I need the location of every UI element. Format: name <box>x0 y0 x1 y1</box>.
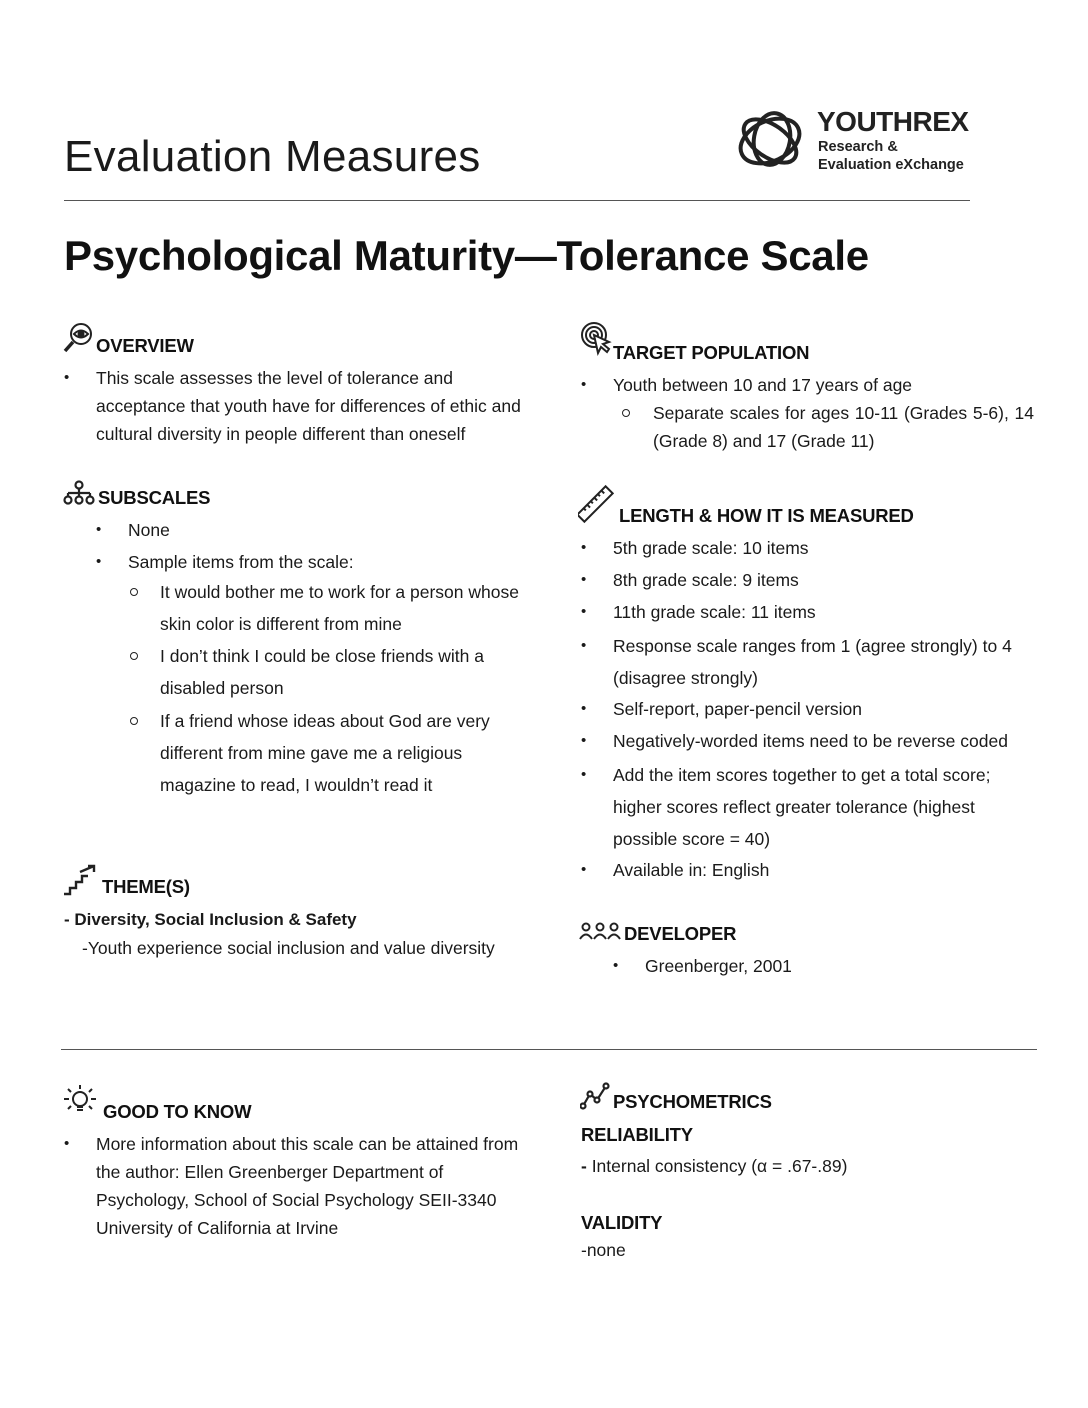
sample-item-text: I don’t think I could be close friends with a disabled person <box>160 646 484 698</box>
length-item-text: 5th grade scale: 10 items <box>613 538 809 558</box>
header-divider <box>64 200 970 201</box>
target-population-heading: TARGET POPULATION <box>613 342 810 363</box>
length-item-text: 11th grade scale: 11 items <box>613 602 816 622</box>
bullet: • <box>581 861 587 878</box>
sub-bullet <box>622 409 630 417</box>
sample-item-text: It would bother me to work for a person whose skin color is different from mine <box>160 582 519 634</box>
people-group-icon <box>579 922 621 942</box>
sub-bullet <box>130 652 138 660</box>
bullet: • <box>581 571 587 588</box>
length-item-text: Self-report, paper-pencil version <box>613 699 863 719</box>
developer-heading: DEVELOPER <box>624 923 737 944</box>
reliability-value <box>581 1152 847 1180</box>
subscales-heading: SUBSCALES <box>98 487 211 508</box>
sub-bullet <box>130 717 138 725</box>
validity-label: VALIDITY <box>581 1212 663 1233</box>
logo-name: YOUTHREX <box>817 106 969 137</box>
sub-bullet <box>130 588 138 596</box>
theme-sub: -Youth experience social inclusion and value diversity <box>82 938 495 958</box>
bullet: • <box>613 957 619 974</box>
reliability-text: Internal consistency (α = .67-.89) <box>586 1156 848 1176</box>
orbit-logo-icon <box>735 106 805 176</box>
bullet: • <box>581 766 587 783</box>
bullet: • <box>581 732 587 749</box>
developer-item-text: Greenberger, 2001 <box>645 956 792 976</box>
bullet: • <box>64 369 70 386</box>
bullet: • <box>581 637 587 654</box>
page-title: Psychological Maturity—Tolerance Scale <box>64 232 869 279</box>
overview-heading: OVERVIEW <box>96 335 194 356</box>
hierarchy-icon <box>62 480 96 506</box>
magnifier-eye-icon <box>62 322 94 354</box>
bullet: • <box>581 539 587 556</box>
good-to-know-item-text: More information about this scale can be attained from the author: Ellen Greenberger Department of Psychology, School of Social Psychology SEII-3340 University of California at Irvine <box>96 1134 519 1238</box>
subscales-item-text: Sample items from the scale: <box>128 552 354 572</box>
logo-subtitle-line1: Research & <box>818 139 898 155</box>
validity-value: -none <box>581 1240 626 1260</box>
overview-item-text: This scale assesses the level of tolerance and acceptance that youth have for differences of ethic and cultural diversity in people different than oneself <box>96 368 521 444</box>
target-cursor-icon <box>580 321 612 357</box>
bullet: • <box>64 1135 70 1152</box>
themes-heading: THEME(S) <box>102 876 190 897</box>
reliability-dash: - <box>581 1156 587 1176</box>
ruler-icon <box>578 484 614 524</box>
section-divider <box>61 1049 1037 1050</box>
stairs-arrow-icon <box>62 864 98 896</box>
length-item-text: Add the item scores together to get a total score; higher scores reflect greater tolerance (highest possible score = 40) <box>613 765 991 849</box>
reliability-label: RELIABILITY <box>581 1124 693 1145</box>
bullet: • <box>581 376 587 393</box>
length-item-text: Response scale ranges from 1 (agree strongly) to 4 (disagree strongly) <box>613 636 1012 688</box>
bullet: • <box>581 603 587 620</box>
target-population-sub-item-text: Separate scales for ages 10-11 (Grades 5-6), 14 (Grade 8) and 17 (Grade 11) <box>653 403 1034 451</box>
logo-subtitle-line2: Evaluation eXchange <box>818 157 964 173</box>
logo-subtitle <box>818 138 964 174</box>
lightbulb-icon <box>62 1083 98 1119</box>
line-graph-icon <box>580 1082 610 1110</box>
subscales-item-text: None <box>128 520 170 540</box>
bullet: • <box>96 553 102 570</box>
bullet: • <box>96 521 102 538</box>
header-title: Evaluation Measures <box>64 132 481 181</box>
bullet: • <box>581 700 587 717</box>
target-population-item-text: Youth between 10 and 17 years of age <box>613 375 913 395</box>
length-heading: LENGTH & HOW IT IS MEASURED <box>619 505 914 526</box>
length-item-text: Negatively-worded items need to be reverse coded <box>613 731 1008 751</box>
length-item-text: 8th grade scale: 9 items <box>613 570 799 590</box>
sample-item-text: If a friend whose ideas about God are very different from mine gave me a religious magazine to read, I wouldn’t read it <box>160 711 490 795</box>
length-item-text: Available in: English <box>613 860 770 880</box>
good-to-know-heading: GOOD TO KNOW <box>103 1101 252 1122</box>
psychometrics-heading: PSYCHOMETRICS <box>613 1091 772 1112</box>
theme-main: - Diversity, Social Inclusion & Safety <box>64 910 357 929</box>
